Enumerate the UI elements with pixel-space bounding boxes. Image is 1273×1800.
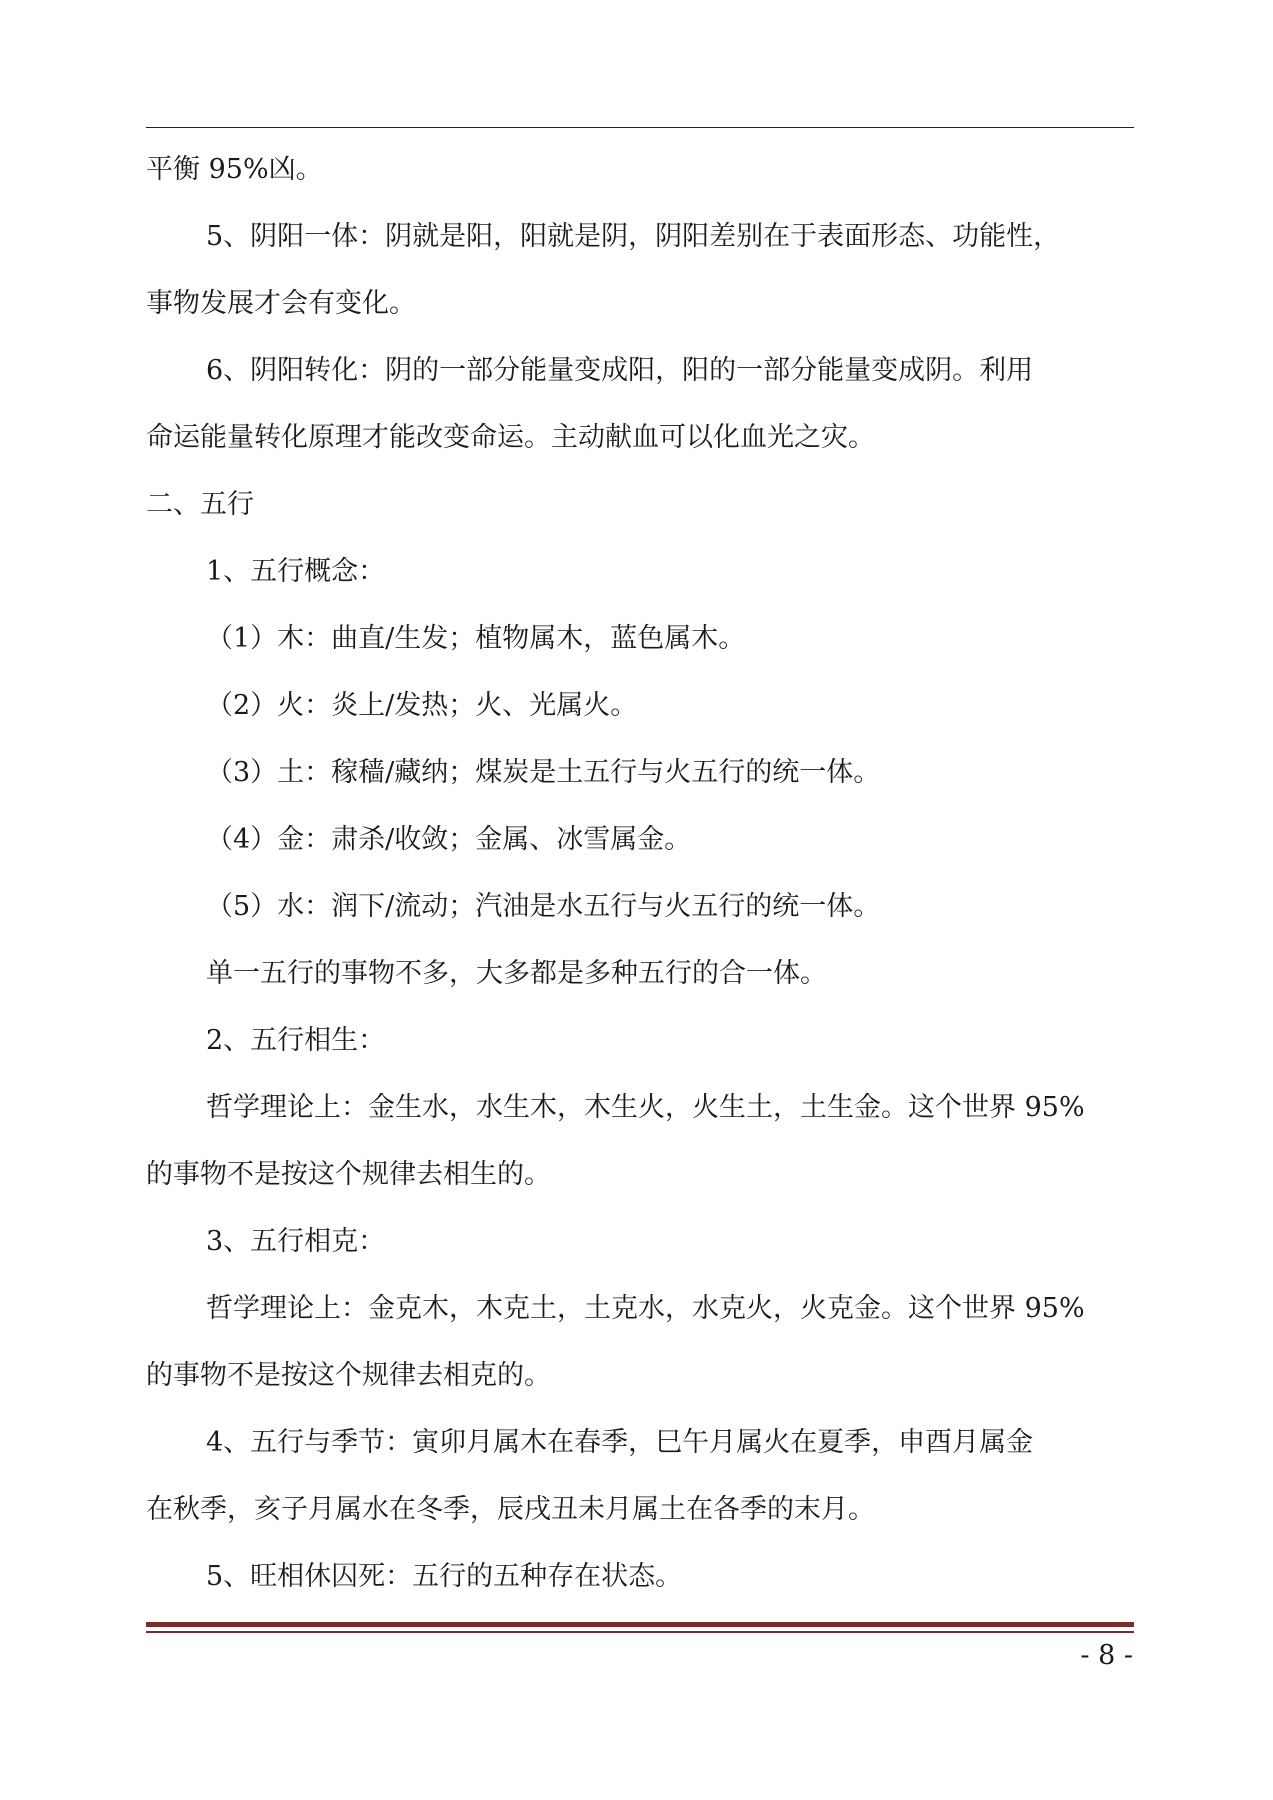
text-line: （3）土：稼穑/藏纳；煤炭是土五行与火五行的统一体。	[206, 757, 881, 788]
text-line: 单一五行的事物不多，大多都是多种五行的合一体。	[206, 958, 827, 989]
text-line: 的事物不是按这个规律去相生的。	[146, 1159, 551, 1190]
text-line: 命运能量转化原理才能改变命运。主动献血可以化血光之灾。	[146, 422, 875, 453]
text-line: 平衡 95%凶。	[146, 154, 323, 185]
text-line: 4、五行与季节：寅卯月属木在春季，巳午月属火在夏季，申酉月属金	[206, 1427, 1034, 1458]
text-line: 2、五行相生：	[206, 1025, 386, 1056]
text-line: （1）木：曲直/生发；植物属木，蓝色属木。	[206, 623, 746, 654]
text-line: 6、阴阳转化：阴的一部分能量变成阳，阳的一部分能量变成阴。利用	[206, 355, 1034, 386]
text-line: 5、阴阳一体：阴就是阳，阳就是阴，阴阳差别在于表面形态、功能性，	[206, 221, 1061, 252]
text-line: 在秋季，亥子月属水在冬季，辰戌丑未月属土在各季的末月。	[146, 1494, 875, 1525]
page-number: - 8 -	[1080, 1640, 1133, 1671]
text-line: 的事物不是按这个规律去相克的。	[146, 1360, 551, 1391]
section-heading: 二、五行	[146, 489, 254, 520]
text-line: 1、五行概念：	[206, 556, 386, 587]
text-line: 5、旺相休囚死：五行的五种存在状态。	[206, 1561, 683, 1592]
text-line: （4）金：肃杀/收敛；金属、冰雪属金。	[206, 824, 692, 855]
text-line: 事物发展才会有变化。	[146, 288, 416, 319]
footer-rule-thin	[146, 1631, 1134, 1633]
text-line: 哲学理论上：金生水，水生木，木生火，火生土，土生金。这个世界 95%	[206, 1092, 1085, 1123]
text-line: 3、五行相克：	[206, 1226, 386, 1257]
text-line: 哲学理论上：金克木，木克土，土克水，水克火，火克金。这个世界 95%	[206, 1293, 1085, 1324]
header-rule	[146, 127, 1134, 128]
text-line: （2）火：炎上/发热；火、光属火。	[206, 690, 638, 721]
text-line: （5）水：润下/流动；汽油是水五行与火五行的统一体。	[206, 891, 881, 922]
footer-rule-thick	[146, 1622, 1134, 1627]
